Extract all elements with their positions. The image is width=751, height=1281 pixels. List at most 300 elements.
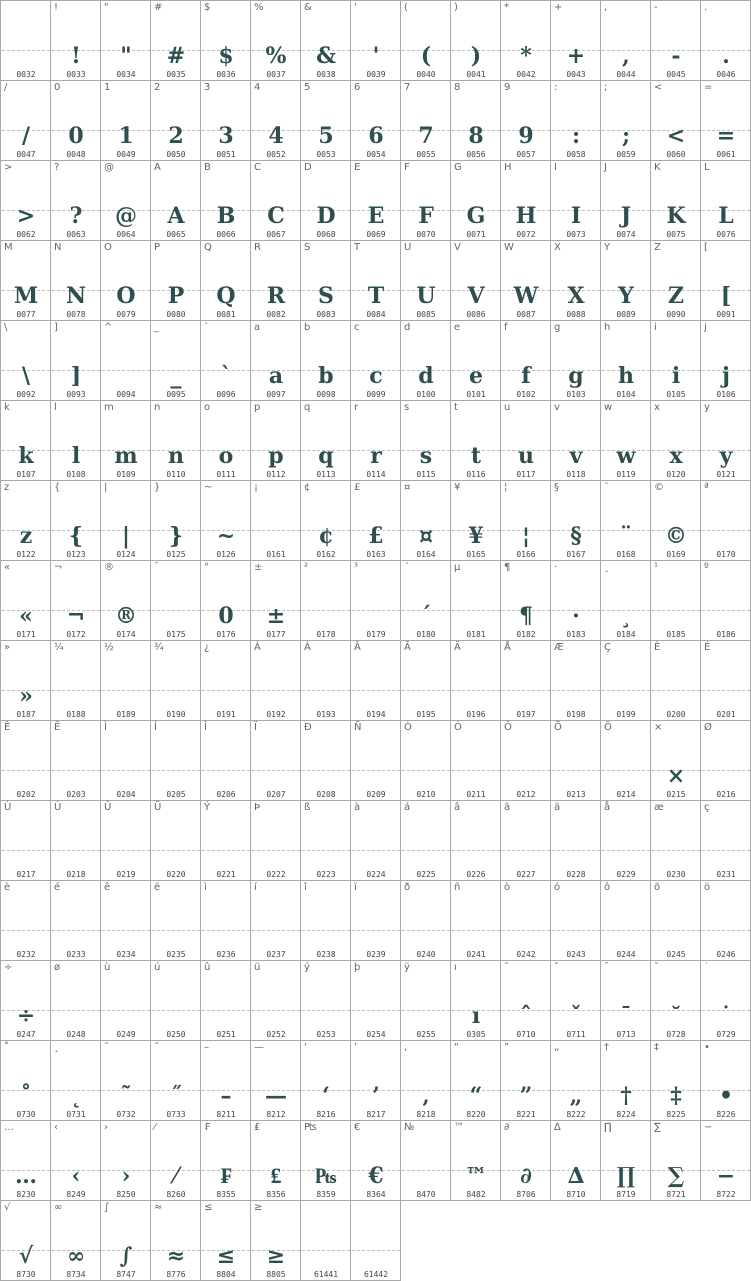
glyph-code: 8220 [466, 1110, 486, 1119]
glyph-code: 0177 [266, 630, 286, 639]
glyph-cell [200, 80, 251, 161]
glyph-cell [300, 400, 351, 481]
glyph-char-label: A [154, 162, 161, 173]
glyph-char-label: J [604, 162, 607, 173]
glyph-cell [50, 560, 101, 641]
glyph-sample: H [515, 203, 537, 229]
glyph-cell [700, 1120, 751, 1201]
glyph-char-label: ì [204, 882, 207, 893]
glyph-char-label: X [554, 242, 561, 253]
glyph-cell [150, 1040, 201, 1121]
glyph-cell [300, 1120, 351, 1201]
glyph-sample [501, 823, 551, 867]
glyph-code: 0250 [166, 1030, 186, 1039]
glyph-code: 8734 [66, 1270, 86, 1279]
glyph-code: 0207 [266, 790, 286, 799]
glyph-code: 0233 [66, 950, 86, 959]
glyph-code: 0209 [366, 790, 386, 799]
glyph-code: 0201 [716, 710, 736, 719]
glyph-code: 0228 [566, 870, 586, 879]
glyph-code: 0234 [116, 950, 136, 959]
glyph-code: 0124 [116, 550, 136, 559]
glyph-code: 8719 [616, 1190, 636, 1199]
glyph-cell [400, 80, 451, 161]
glyph-code: 0219 [116, 870, 136, 879]
glyph-sample [201, 903, 251, 947]
glyph-char-label: ` [204, 322, 209, 333]
glyph-sample: z [19, 523, 33, 549]
glyph-code: 0078 [66, 310, 86, 319]
glyph-char-label: Á [304, 642, 311, 653]
glyph-cell [150, 400, 201, 481]
glyph-code: 0039 [366, 70, 386, 79]
glyph-cell [350, 320, 401, 401]
glyph-sample [351, 903, 401, 947]
glyph-cell [0, 640, 51, 721]
glyph-char-label: 7 [404, 82, 411, 93]
glyph-cell [450, 640, 501, 721]
glyph-cell [100, 880, 151, 961]
glyph-char-label: Ò [404, 722, 412, 733]
glyph-sample: Z [667, 283, 685, 309]
glyph-cell [400, 0, 451, 81]
glyph-cell [350, 960, 401, 1041]
glyph-cell [450, 160, 501, 241]
glyph-sample: $ [218, 43, 234, 69]
glyph-sample: N [65, 283, 87, 309]
glyph-sample: ₣ [220, 1163, 232, 1189]
glyph-sample [201, 823, 251, 867]
glyph-char-label: ñ [454, 882, 461, 893]
glyph-sample [1, 823, 51, 867]
glyph-sample: ∆ [567, 1163, 585, 1189]
glyph-char-label: 3 [204, 82, 211, 93]
glyph-char-label: Ö [604, 722, 612, 733]
glyph-cell [650, 800, 701, 881]
glyph-char-label: n [154, 402, 161, 413]
glyph-code: 0041 [466, 70, 486, 79]
glyph-char-label: ò [504, 882, 511, 893]
glyph-cell [400, 1120, 451, 1201]
glyph-sample: { [68, 523, 84, 549]
glyph-code: 0171 [16, 630, 36, 639]
glyph-code: 0079 [116, 310, 136, 319]
glyph-char-label: Z [654, 242, 661, 253]
glyph-sample: ı [471, 1003, 481, 1029]
glyph-code: 0202 [16, 790, 36, 799]
glyph-char-label: È [654, 642, 661, 653]
glyph-sample: T [367, 283, 385, 309]
glyph-cell [300, 880, 351, 961]
glyph-char-label: Ï [254, 722, 257, 733]
glyph-char-label: # [154, 2, 163, 13]
glyph-char-label: … [4, 1122, 14, 1133]
glyph-code: 0032 [16, 70, 36, 79]
glyph-cell [300, 800, 351, 881]
glyph-sample [701, 823, 751, 867]
grid-border-bottom [400, 1200, 751, 1201]
glyph-sample: € [368, 1163, 384, 1189]
glyph-cell [50, 1120, 101, 1201]
glyph-sample: v [569, 443, 583, 469]
glyph-sample [201, 663, 251, 707]
glyph-char-label: À [254, 642, 261, 653]
glyph-char-label: _ [154, 322, 159, 333]
glyph-sample: ] [70, 363, 82, 389]
glyph-char-label: ³ [354, 562, 359, 573]
glyph-cell [600, 640, 651, 721]
glyph-cell [400, 560, 451, 641]
glyph-code: 0115 [416, 470, 436, 479]
glyph-code: 0038 [316, 70, 336, 79]
glyph-cell [450, 320, 501, 401]
glyph-char-label: – [204, 1042, 209, 1053]
glyph-code: 0117 [516, 470, 536, 479]
glyph-code: 0046 [716, 70, 736, 79]
glyph-sample: L [718, 203, 734, 229]
glyph-char-label: ∆ [554, 1122, 561, 1133]
glyph-cell [700, 80, 751, 161]
glyph-code: 0208 [316, 790, 336, 799]
glyph-char-label: ¾ [154, 642, 164, 653]
glyph-cell [100, 160, 151, 241]
glyph-code: 0223 [316, 870, 336, 879]
glyph-char-label: ) [454, 2, 458, 13]
glyph-cell [250, 0, 301, 81]
glyph-cell [200, 160, 251, 241]
glyph-sample: Y [618, 283, 634, 309]
glyph-code: 0098 [316, 390, 336, 399]
glyph-cell [650, 240, 701, 321]
glyph-cell [100, 80, 151, 161]
glyph-sample: · [572, 603, 580, 629]
glyph-code: 0092 [16, 390, 36, 399]
glyph-sample [701, 503, 751, 547]
glyph-char-label: ∏ [604, 1122, 612, 1133]
glyph-char-label: ~ [204, 482, 213, 493]
glyph-cell [600, 320, 651, 401]
glyph-code: 0118 [566, 470, 586, 479]
glyph-char-label: C [254, 162, 261, 173]
glyph-code: 8355 [216, 1190, 236, 1199]
glyph-char-label: ˇ [554, 962, 559, 973]
glyph-code: 0215 [666, 790, 686, 799]
glyph-code: 0121 [716, 470, 736, 479]
glyph-code: 0200 [666, 710, 686, 719]
glyph-code: 0217 [16, 870, 36, 879]
glyph-cell [0, 960, 51, 1041]
glyph-char-label: № [404, 1122, 415, 1133]
glyph-char-label: Í [154, 722, 157, 733]
glyph-cell [500, 560, 551, 641]
glyph-char-label: ð [404, 882, 411, 893]
glyph-cell [150, 880, 201, 961]
glyph-char-label: ç [704, 802, 710, 813]
glyph-cell [650, 560, 701, 641]
glyph-sample [451, 743, 501, 787]
glyph-char-label: ™ [454, 1122, 464, 1133]
glyph-sample: y [719, 443, 733, 469]
glyph-char-label: @ [104, 162, 114, 173]
glyph-code: 0168 [616, 550, 636, 559]
glyph-code: 0246 [716, 950, 736, 959]
glyph-cell [0, 400, 51, 481]
glyph-code: 0162 [316, 550, 336, 559]
glyph-cell [550, 0, 601, 81]
glyph-char-label: Ñ [354, 722, 362, 733]
glyph-sample: ® [115, 603, 137, 629]
glyph-cell [200, 0, 251, 81]
glyph-code: 0172 [66, 630, 86, 639]
glyph-sample: F [418, 203, 434, 229]
glyph-code: 0112 [266, 470, 286, 479]
glyph-cell [200, 320, 251, 401]
glyph-code: 0073 [566, 230, 586, 239]
glyph-cell [550, 80, 601, 161]
glyph-sample: a [268, 363, 284, 389]
glyph-cell [550, 1040, 601, 1121]
glyph-sample: ˉ [620, 1003, 632, 1029]
glyph-cell [650, 80, 701, 161]
glyph-sample: \ [21, 363, 31, 389]
glyph-cell [0, 1120, 51, 1201]
glyph-code: 0710 [516, 1030, 536, 1039]
glyph-sample: < [666, 123, 686, 149]
glyph-cell [600, 240, 651, 321]
glyph-cell [0, 1200, 51, 1281]
glyph-cell [50, 1200, 101, 1281]
glyph-code: 8470 [416, 1190, 436, 1199]
glyph-code: 0055 [416, 150, 436, 159]
glyph-sample [551, 743, 601, 787]
glyph-char-label: : [554, 82, 558, 93]
glyph-char-label: å [604, 802, 611, 813]
glyph-cell [600, 400, 651, 481]
glyph-code: 0241 [466, 950, 486, 959]
glyph-code: 0175 [166, 630, 186, 639]
glyph-code: 0254 [366, 1030, 386, 1039]
glyph-code: 0251 [216, 1030, 236, 1039]
glyph-cell [450, 0, 501, 81]
glyph-sample: & [316, 43, 336, 69]
glyph-char-label: â [454, 802, 461, 813]
glyph-char-label: Ý [204, 802, 211, 813]
glyph-sample: V [467, 283, 485, 309]
glyph-code: 61442 [363, 1270, 389, 1279]
glyph-cell [450, 1120, 501, 1201]
glyph-code: 0126 [216, 550, 236, 559]
glyph-char-label: x [654, 402, 660, 413]
glyph-code: 8805 [266, 1270, 286, 1279]
glyph-cell [550, 400, 601, 481]
glyph-cell [500, 160, 551, 241]
glyph-code: 0212 [516, 790, 536, 799]
glyph-char-label: ¬ [54, 562, 63, 573]
glyph-sample: : [571, 123, 581, 149]
glyph-char-label: Ã [404, 642, 411, 653]
glyph-cell [350, 1120, 401, 1201]
glyph-char-label: ¦ [504, 482, 508, 493]
glyph-char-label: £ [354, 482, 361, 493]
glyph-cell [50, 400, 101, 481]
glyph-cell [550, 800, 601, 881]
glyph-code: 0119 [616, 470, 636, 479]
glyph-sample: A [167, 203, 185, 229]
glyph-cell [200, 240, 251, 321]
glyph-sample: ; [621, 123, 631, 149]
glyph-sample [401, 983, 451, 1027]
glyph-sample: ¬ [66, 603, 86, 629]
glyph-code: 0176 [216, 630, 236, 639]
glyph-code: 0253 [316, 1030, 336, 1039]
glyph-cell [350, 560, 401, 641]
glyph-code: 0085 [416, 310, 436, 319]
glyph-char-label: à [354, 802, 361, 813]
glyph-char-label: t [454, 402, 458, 413]
glyph-code: 0174 [116, 630, 136, 639]
glyph-char-label: ‘ [304, 1042, 308, 1053]
glyph-code: 0043 [566, 70, 586, 79]
glyph-sample: 4 [268, 123, 284, 149]
glyph-sample: 5 [318, 123, 334, 149]
glyph-sample: ¶ [519, 603, 533, 629]
glyph-char-label: z [4, 482, 10, 493]
glyph-char-label: Þ [254, 802, 261, 813]
glyph-sample: k [18, 443, 34, 469]
glyph-code: 0226 [466, 870, 486, 879]
glyph-code: 0186 [716, 630, 736, 639]
glyph-sample: W [513, 283, 539, 309]
glyph-char-label: © [654, 482, 664, 493]
glyph-sample: ) [470, 43, 482, 69]
glyph-char-label: ₣ [204, 1122, 211, 1133]
glyph-code: 0109 [116, 470, 136, 479]
glyph-cell [300, 1200, 351, 1281]
glyph-cell [600, 720, 651, 801]
glyph-cell [350, 80, 401, 161]
glyph-sample: ∑ [667, 1163, 685, 1189]
glyph-cell [600, 80, 651, 161]
glyph-char-label: = [704, 82, 713, 93]
glyph-code: 8212 [266, 1110, 286, 1119]
glyph-sample: # [166, 43, 186, 69]
glyph-cell [700, 720, 751, 801]
glyph-cell [350, 400, 401, 481]
glyph-cell [250, 240, 301, 321]
glyph-cell [0, 560, 51, 641]
glyph-cell [650, 320, 701, 401]
glyph-code: 8482 [466, 1190, 486, 1199]
glyph-sample: j [722, 363, 730, 389]
glyph-char-label: · [554, 562, 558, 573]
glyph-cell [500, 960, 551, 1041]
glyph-char-label: d [404, 322, 411, 333]
glyph-cell [200, 1040, 251, 1121]
glyph-sample [251, 983, 301, 1027]
glyph-sample: £ [368, 523, 384, 549]
glyph-cell [550, 640, 601, 721]
glyph-code: 0167 [566, 550, 586, 559]
glyph-sample: f [521, 363, 531, 389]
glyph-sample [401, 663, 451, 707]
glyph-cell [450, 1040, 501, 1121]
glyph-sample: l [71, 443, 81, 469]
glyph-sample: B [216, 203, 236, 229]
glyph-char-label: 8 [454, 82, 461, 93]
glyph-code: 0166 [516, 550, 536, 559]
glyph-code: 0732 [116, 1110, 136, 1119]
glyph-sample: 7 [418, 123, 434, 149]
glyph-cell [500, 1040, 551, 1121]
glyph-code: 0191 [216, 710, 236, 719]
glyph-cell [150, 480, 201, 561]
glyph-code: 0071 [466, 230, 486, 239]
glyph-code: 0088 [566, 310, 586, 319]
glyph-cell [0, 1040, 51, 1121]
glyph-cell [250, 640, 301, 721]
glyph-cell [200, 480, 251, 561]
glyph-code: 0179 [366, 630, 386, 639]
glyph-cell [0, 80, 51, 161]
glyph-code: 8230 [16, 1190, 36, 1199]
glyph-cell [600, 1040, 651, 1121]
glyph-char-label: Ù [4, 802, 12, 813]
glyph-sample: ‚ [422, 1083, 430, 1109]
glyph-cell [250, 960, 301, 1041]
glyph-sample: × [666, 763, 686, 789]
glyph-cell [650, 400, 701, 481]
glyph-code: 0205 [166, 790, 186, 799]
glyph-cell [650, 1040, 701, 1121]
glyph-code: 0198 [566, 710, 586, 719]
glyph-char-label: ≥ [254, 1202, 263, 1213]
glyph-char-label: ˝ [154, 1042, 159, 1053]
glyph-cell [700, 0, 751, 81]
glyph-code: 0230 [666, 870, 686, 879]
glyph-char-label: K [654, 162, 661, 173]
glyph-char-label: ∂ [504, 1122, 510, 1133]
glyph-char-label: ≈ [154, 1202, 163, 1213]
glyph-cell [300, 560, 351, 641]
glyph-char-label: D [304, 162, 312, 173]
glyph-code: 0063 [66, 230, 86, 239]
glyph-sample: © [665, 523, 687, 549]
glyph-code: 0100 [416, 390, 436, 399]
glyph-code: 0076 [716, 230, 736, 239]
glyph-cell [150, 80, 201, 161]
glyph-char-label: ¶ [504, 562, 511, 573]
glyph-char-label: Y [604, 242, 611, 253]
glyph-cell [650, 160, 701, 241]
glyph-sample: ≈ [166, 1243, 186, 1269]
glyph-char-label: æ [654, 802, 664, 813]
glyph-char-label: p [254, 402, 261, 413]
glyph-cell [700, 800, 751, 881]
glyph-cell [550, 320, 601, 401]
glyph-char-label: − [704, 1122, 713, 1133]
glyph-sample [151, 583, 201, 627]
glyph-char-label: w [604, 402, 613, 413]
glyph-sample: | [121, 523, 130, 549]
glyph-code: 0062 [16, 230, 36, 239]
glyph-code: 0114 [366, 470, 386, 479]
glyph-cell [150, 960, 201, 1041]
glyph-code: 0239 [366, 950, 386, 959]
glyph-sample [701, 903, 751, 947]
glyph-code: 0247 [16, 1030, 36, 1039]
glyph-code: 0189 [116, 710, 136, 719]
glyph-cell [250, 1120, 301, 1201]
